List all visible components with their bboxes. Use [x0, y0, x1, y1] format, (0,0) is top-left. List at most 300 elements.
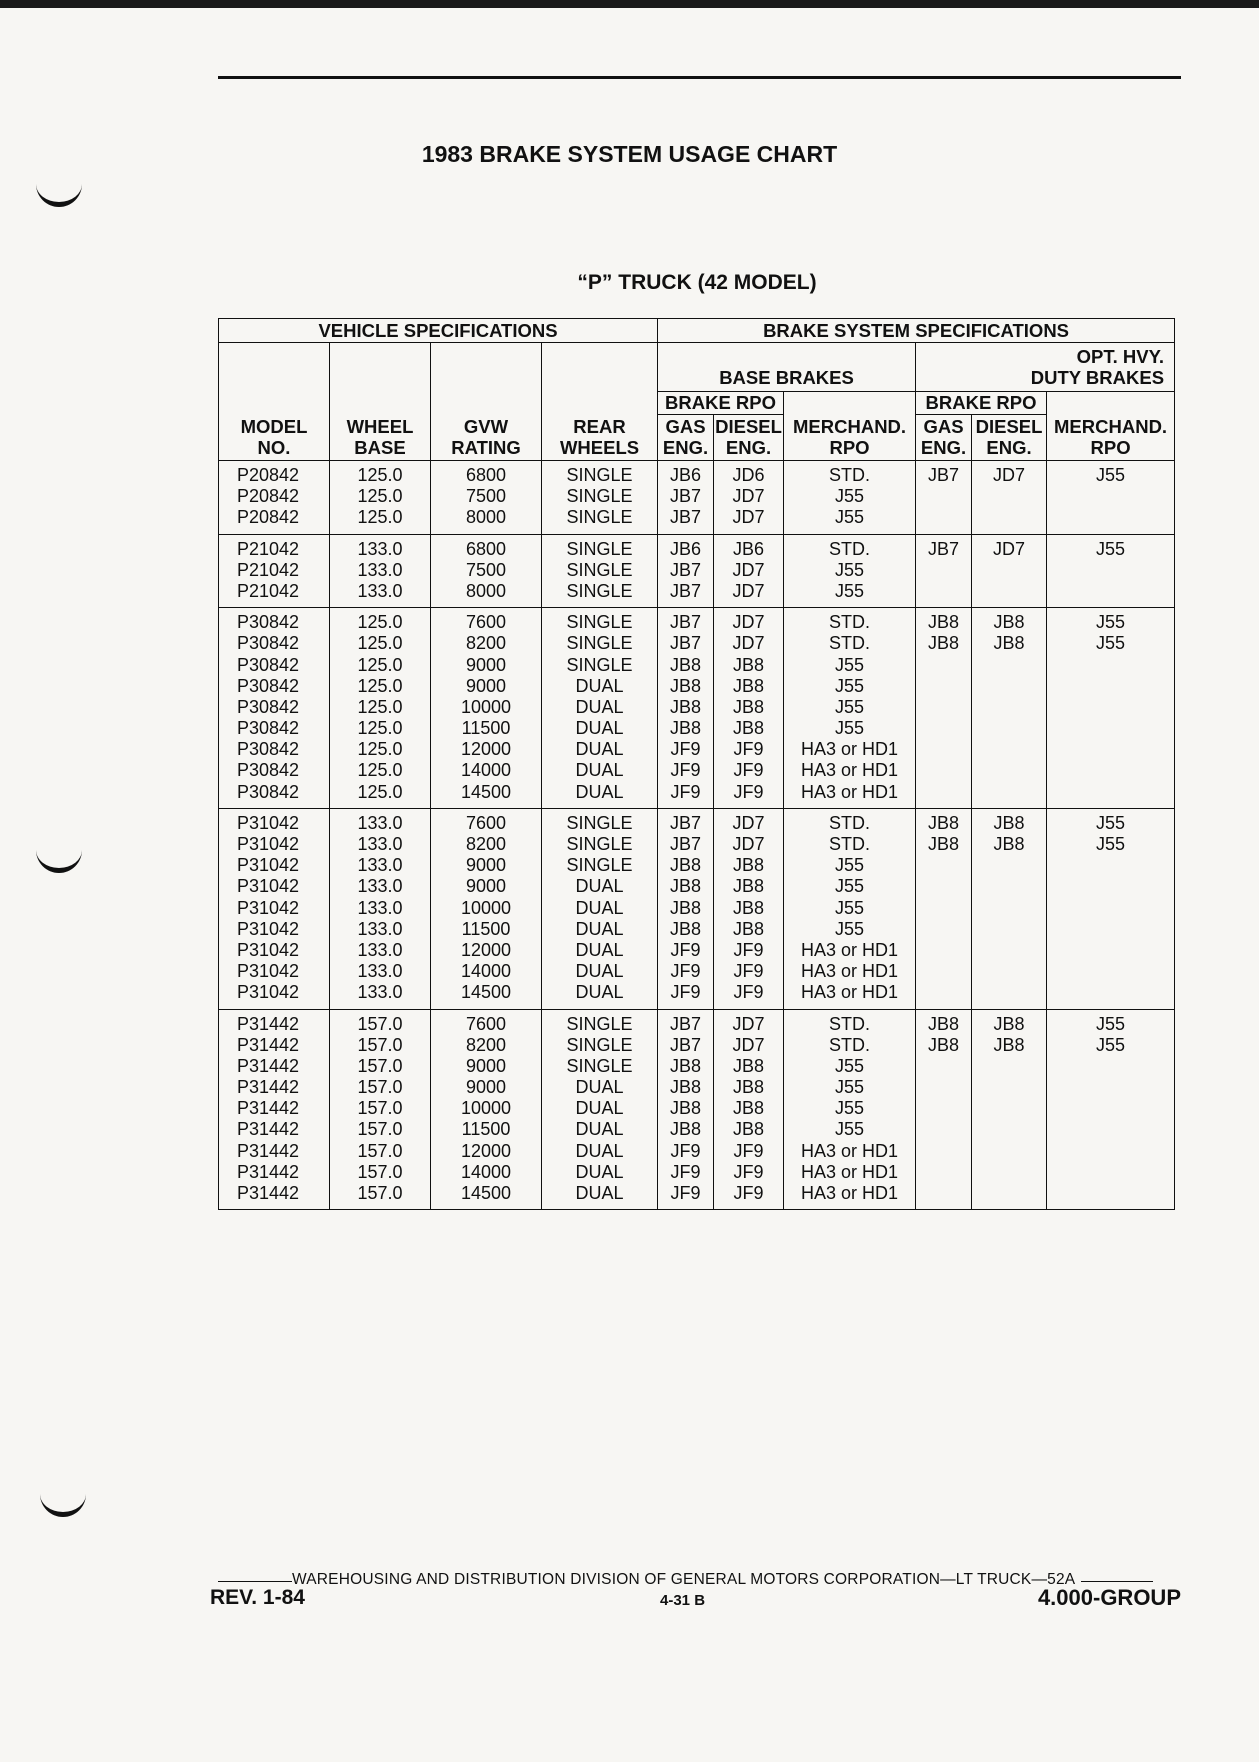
cell-value: 125.0	[357, 654, 403, 675]
cell-value: 14000	[460, 961, 512, 982]
cell-value: JB7	[670, 612, 702, 633]
opt-merchand-cell	[1047, 461, 1175, 535]
cell-value: P21042	[237, 559, 300, 580]
cell-value: 133.0	[357, 538, 403, 559]
cell-value: P31442	[237, 1098, 300, 1119]
cell-value: SINGLE	[566, 812, 633, 833]
base-merchand-cell	[784, 1009, 916, 1210]
cell-value: P30842	[237, 633, 300, 654]
brake-rpo-header-row	[219, 391, 1175, 414]
cell-value: 10000	[460, 696, 512, 717]
cell-value: JB8	[670, 918, 702, 939]
cell-value: JD7	[732, 633, 765, 654]
binder-hole-mark	[36, 180, 82, 207]
cell-value: J55	[1096, 538, 1126, 559]
header-rule	[218, 76, 1181, 79]
cell-value: J55	[1096, 1013, 1126, 1034]
base-diesel-cell	[714, 608, 784, 809]
cell-value: P31442	[237, 1055, 300, 1076]
cell-value: 6800	[465, 465, 507, 485]
opt-merchand-rpo-header: MERCHAND. RPO	[1047, 414, 1175, 461]
cell-value: DUAL	[575, 739, 624, 760]
cell-value: JB8	[928, 1013, 960, 1034]
base-diesel-cell	[714, 808, 784, 1009]
cell-value: JF9	[733, 739, 764, 760]
cell-value: 9000	[465, 1055, 507, 1076]
cell-value: P31442	[237, 1013, 300, 1034]
cell-value: 133.0	[357, 559, 403, 580]
cell-value: J55	[835, 580, 865, 601]
base-diesel-cell	[714, 461, 784, 535]
cell-value: 8200	[465, 834, 507, 854]
cell-value: J55	[835, 1077, 865, 1098]
cell-value: HA3 or HD1	[801, 961, 899, 982]
base-merchand-rpo-header: MERCHAND. RPO	[784, 414, 916, 461]
base-diesel-cell	[714, 534, 784, 608]
cell-value: STD.	[829, 812, 871, 833]
gvw-rating-cell	[431, 808, 542, 1009]
base-merchand-cell	[784, 608, 916, 809]
cell-value: 157.0	[357, 1119, 403, 1140]
cell-value: 9000	[465, 654, 507, 675]
cell-value: P30842	[237, 654, 300, 675]
cell-value: DUAL	[575, 897, 624, 918]
opt-gas-cell	[916, 1009, 972, 1210]
model-group-row	[219, 608, 1175, 809]
blank-header-cell	[542, 391, 658, 414]
wheel-base-cell	[330, 608, 431, 809]
cell-value: 9000	[465, 876, 507, 897]
base-merchand-cell	[784, 808, 916, 1009]
cell-value: J55	[835, 654, 865, 675]
cell-value: SINGLE	[566, 465, 633, 485]
cell-value: JB8	[928, 812, 960, 833]
cell-value: JB8	[993, 834, 1025, 854]
cell-value: JB8	[670, 1077, 702, 1098]
cell-value: 125.0	[357, 718, 403, 739]
blank-header-cell	[1047, 391, 1175, 414]
cell-value: SINGLE	[566, 1055, 633, 1076]
cell-value: 125.0	[357, 675, 403, 696]
cell-value: 14500	[460, 982, 512, 1003]
cell-value: JB8	[928, 633, 960, 654]
base-diesel-cell	[714, 1009, 784, 1210]
opt-heavy-label: OPT. HVY.	[1076, 345, 1165, 367]
cell-value: 8200	[465, 1034, 507, 1055]
cell-value: JD7	[732, 507, 765, 528]
cell-value: 157.0	[357, 1077, 403, 1098]
rear-wheels-header: REAR WHEELS	[542, 414, 658, 461]
opt-diesel-cell	[972, 608, 1047, 809]
cell-value: SINGLE	[566, 1013, 633, 1034]
cell-value: STD.	[829, 834, 871, 854]
opt-merchand-cell	[1047, 808, 1175, 1009]
cell-value: DUAL	[575, 876, 624, 897]
cell-value: JB8	[670, 897, 702, 918]
footer-division-text: WAREHOUSING AND DISTRIBUTION DIVISION OF GENERAL MOTORS CORPORATION—LT TRUCK—52A	[292, 1571, 1076, 1588]
cell-value: J55	[835, 897, 865, 918]
brake-usage-table	[218, 318, 1175, 1210]
base-brake-rpo-header: BRAKE RPO	[658, 391, 784, 414]
opt-heavy-duty-header	[916, 343, 1175, 392]
cell-value: 157.0	[357, 1140, 403, 1161]
cell-value: 125.0	[357, 739, 403, 760]
blank-header-cell	[431, 391, 542, 414]
cell-value: JB8	[993, 633, 1025, 654]
model-no-header: MODEL NO.	[219, 414, 330, 461]
blank-header-cell	[330, 343, 431, 392]
cell-value: JB7	[670, 834, 702, 854]
revision-label: REV. 1-84	[210, 1586, 305, 1609]
cell-value: JD7	[732, 834, 765, 854]
cell-value: JF9	[670, 1140, 701, 1161]
cell-value: 9000	[465, 675, 507, 696]
cell-value: 8000	[465, 507, 507, 528]
cell-value: STD.	[829, 1013, 871, 1034]
cell-value: J55	[835, 1098, 865, 1119]
wheel-base-cell	[330, 808, 431, 1009]
cell-value: SINGLE	[566, 633, 633, 654]
cell-value: DUAL	[575, 696, 624, 717]
table-body	[219, 461, 1175, 1210]
gvw-rating-cell	[431, 461, 542, 535]
cell-value: JB7	[670, 507, 702, 528]
page-title: 1983 BRAKE SYSTEM USAGE CHART	[421, 141, 838, 167]
group-header-row	[219, 319, 1175, 343]
cell-value: SINGLE	[566, 834, 633, 854]
cell-value: 14500	[460, 1183, 512, 1203]
cell-value: P31442	[237, 1140, 300, 1161]
base-merchand-cell	[784, 461, 916, 535]
cell-value: STD.	[829, 538, 871, 559]
cell-value: STD.	[829, 612, 871, 633]
cell-value: JB7	[670, 580, 702, 601]
blank-header-cell	[784, 391, 916, 414]
base-gas-cell	[658, 808, 714, 1009]
cell-value: J55	[835, 918, 865, 939]
brake-system-specifications-header: BRAKE SYSTEM SPECIFICATIONS	[658, 319, 1175, 343]
cell-value: 157.0	[357, 1013, 403, 1034]
cell-value: J55	[835, 486, 865, 507]
cell-value: JB8	[670, 718, 702, 739]
cell-value: JB8	[733, 855, 765, 876]
cell-value: 157.0	[357, 1183, 403, 1203]
cell-value: P31042	[237, 855, 300, 876]
cell-value: DUAL	[575, 718, 624, 739]
cell-value: JB8	[928, 834, 960, 854]
cell-value: SINGLE	[566, 507, 633, 528]
cell-value: JB8	[670, 654, 702, 675]
gvw-rating-cell	[431, 1009, 542, 1210]
blank-header-cell	[542, 343, 658, 392]
cell-value: HA3 or HD1	[801, 1140, 899, 1161]
cell-value: P31042	[237, 961, 300, 982]
blank-header-cell	[431, 343, 542, 392]
cell-value: JB8	[733, 918, 765, 939]
cell-value: P30842	[237, 739, 300, 760]
cell-value: 6800	[465, 538, 507, 559]
model-group-row	[219, 1009, 1175, 1210]
cell-value: 157.0	[357, 1055, 403, 1076]
group-label: 4.000-GROUP	[1037, 1585, 1181, 1610]
model-no-cell	[219, 808, 330, 1009]
cell-value: JB8	[733, 1119, 765, 1140]
rear-wheels-cell	[542, 608, 658, 809]
cell-value: JF9	[733, 1140, 764, 1161]
cell-value: STD.	[829, 1034, 871, 1055]
cell-value: HA3 or HD1	[801, 939, 899, 960]
cell-value: P20842	[237, 507, 300, 528]
cell-value: J55	[835, 675, 865, 696]
cell-value: 133.0	[357, 834, 403, 854]
base-merchand-cell	[784, 534, 916, 608]
cell-value: JB7	[928, 538, 960, 559]
rear-wheels-cell	[542, 534, 658, 608]
opt-diesel-eng-header: DIESEL ENG.	[972, 414, 1047, 461]
cell-value: JB7	[670, 1013, 702, 1034]
cell-value: JF9	[733, 1183, 764, 1203]
footer-rule	[218, 1581, 292, 1582]
cell-value: DUAL	[575, 760, 624, 781]
cell-value: J55	[835, 876, 865, 897]
cell-value: P31442	[237, 1161, 300, 1182]
opt-merchand-cell	[1047, 534, 1175, 608]
cell-value: DUAL	[575, 1077, 624, 1098]
cell-value: JB8	[733, 1098, 765, 1119]
cell-value: J55	[1096, 834, 1126, 854]
cell-value: JF9	[670, 982, 701, 1003]
cell-value: 8200	[465, 633, 507, 654]
cell-value: P31042	[237, 834, 300, 854]
cell-value: 133.0	[357, 855, 403, 876]
base-gas-cell	[658, 608, 714, 809]
cell-value: 133.0	[357, 982, 403, 1003]
model-no-cell	[219, 461, 330, 535]
cell-value: P30842	[237, 781, 300, 802]
cell-value: P30842	[237, 696, 300, 717]
cell-value: 125.0	[357, 696, 403, 717]
model-group-row	[219, 808, 1175, 1009]
base-gas-cell	[658, 1009, 714, 1210]
cell-value: J55	[835, 559, 865, 580]
subgroup-header-row	[219, 343, 1175, 392]
gvw-rating-cell	[431, 608, 542, 809]
model-no-cell	[219, 608, 330, 809]
cell-value: STD.	[829, 633, 871, 654]
cell-value: SINGLE	[566, 486, 633, 507]
cell-value: DUAL	[575, 675, 624, 696]
cell-value: 125.0	[357, 760, 403, 781]
cell-value: JD7	[732, 559, 765, 580]
cell-value: JF9	[670, 739, 701, 760]
rear-wheels-cell	[542, 1009, 658, 1210]
cell-value: P30842	[237, 760, 300, 781]
cell-value: J55	[835, 507, 865, 528]
cell-value: JF9	[733, 982, 764, 1003]
base-gas-eng-header: GAS ENG.	[658, 414, 714, 461]
vehicle-specifications-header: VEHICLE SPECIFICATIONS	[219, 319, 658, 343]
cell-value: JB8	[993, 812, 1025, 833]
page-top-edge	[0, 0, 1259, 8]
cell-value: DUAL	[575, 1161, 624, 1182]
opt-diesel-cell	[972, 461, 1047, 535]
blank-header-cell	[330, 391, 431, 414]
cell-value: SINGLE	[566, 538, 633, 559]
cell-value: JD6	[732, 465, 765, 485]
cell-value: 157.0	[357, 1161, 403, 1182]
cell-value: JB6	[670, 465, 702, 485]
cell-value: 12000	[460, 939, 512, 960]
base-gas-cell	[658, 461, 714, 535]
opt-gas-eng-header: GAS ENG.	[916, 414, 972, 461]
cell-value: JB8	[670, 1055, 702, 1076]
model-group-row	[219, 534, 1175, 608]
opt-merchand-cell	[1047, 608, 1175, 809]
cell-value: DUAL	[575, 1183, 624, 1203]
cell-value: 133.0	[357, 580, 403, 601]
opt-gas-cell	[916, 534, 972, 608]
binder-hole-mark	[40, 1490, 86, 1517]
cell-value: JF9	[670, 781, 701, 802]
cell-value: P30842	[237, 675, 300, 696]
cell-value: JB8	[733, 1055, 765, 1076]
rear-wheels-cell	[542, 461, 658, 535]
cell-value: 125.0	[357, 781, 403, 802]
binder-hole-mark	[36, 846, 82, 873]
cell-value: J55	[1096, 1034, 1126, 1055]
cell-value: 133.0	[357, 918, 403, 939]
cell-value: SINGLE	[566, 612, 633, 633]
opt-gas-cell	[916, 461, 972, 535]
cell-value: P31042	[237, 918, 300, 939]
cell-value: DUAL	[575, 939, 624, 960]
cell-value: 10000	[460, 1098, 512, 1119]
cell-value: JB6	[670, 538, 702, 559]
cell-value: JB8	[733, 696, 765, 717]
blank-header-cell	[219, 391, 330, 414]
cell-value: 125.0	[357, 486, 403, 507]
cell-value: P20842	[237, 465, 300, 485]
cell-value: HA3 or HD1	[801, 760, 899, 781]
cell-value: P31042	[237, 939, 300, 960]
duty-brakes-label: DUTY BRAKES	[1030, 366, 1165, 388]
cell-value: P31442	[237, 1183, 300, 1203]
cell-value: JB8	[733, 897, 765, 918]
cell-value: J55	[835, 718, 865, 739]
cell-value: J55	[835, 1055, 865, 1076]
cell-value: 125.0	[357, 465, 403, 485]
cell-value: J55	[1096, 612, 1126, 633]
cell-value: SINGLE	[566, 580, 633, 601]
cell-value: 9000	[465, 855, 507, 876]
cell-value: 8000	[465, 580, 507, 601]
cell-value: JB8	[733, 675, 765, 696]
cell-value: 10000	[460, 897, 512, 918]
gvw-rating-cell	[431, 534, 542, 608]
chart-subtitle: “P” TRUCK (42 MODEL)	[577, 271, 817, 294]
cell-value: JB7	[670, 559, 702, 580]
cell-value: P31042	[237, 812, 300, 833]
cell-value: J55	[835, 1119, 865, 1140]
cell-value: JF9	[670, 760, 701, 781]
cell-value: JD7	[993, 538, 1026, 559]
cell-value: JB6	[733, 538, 765, 559]
cell-value: 12000	[460, 739, 512, 760]
rear-wheels-cell	[542, 808, 658, 1009]
cell-value: JB8	[733, 654, 765, 675]
cell-value: JF9	[733, 1161, 764, 1182]
cell-value: JF9	[670, 1161, 701, 1182]
cell-value: P31442	[237, 1077, 300, 1098]
cell-value: JB8	[670, 855, 702, 876]
cell-value: J55	[835, 696, 865, 717]
cell-value: SINGLE	[566, 559, 633, 580]
cell-value: J55	[1096, 465, 1126, 485]
cell-value: JD7	[732, 580, 765, 601]
cell-value: 133.0	[357, 961, 403, 982]
cell-value: JB8	[733, 718, 765, 739]
column-header-row	[219, 414, 1175, 461]
wheel-base-cell	[330, 1009, 431, 1210]
cell-value: JB8	[733, 1077, 765, 1098]
cell-value: DUAL	[575, 961, 624, 982]
gvw-rating-header: GVW RATING	[431, 414, 542, 461]
cell-value: JD7	[732, 1034, 765, 1055]
cell-value: J55	[835, 855, 865, 876]
cell-value: 133.0	[357, 812, 403, 833]
cell-value: 7500	[465, 486, 507, 507]
base-diesel-eng-header: DIESEL ENG.	[714, 414, 784, 461]
cell-value: JF9	[733, 781, 764, 802]
cell-value: JB8	[670, 1119, 702, 1140]
cell-value: JF9	[733, 760, 764, 781]
cell-value: JB8	[993, 612, 1025, 633]
base-brakes-header: BASE BRAKES	[658, 343, 916, 392]
cell-value: JB8	[928, 612, 960, 633]
cell-value: 11500	[461, 1119, 511, 1140]
cell-value: JD7	[732, 612, 765, 633]
cell-value: 9000	[465, 1077, 507, 1098]
cell-value: STD.	[829, 465, 871, 485]
cell-value: P21042	[237, 538, 300, 559]
cell-value: P31042	[237, 897, 300, 918]
cell-value: JB8	[670, 675, 702, 696]
cell-value: DUAL	[575, 781, 624, 802]
footer-rule	[1081, 1581, 1153, 1582]
page-number: 4-31 B	[660, 1592, 706, 1609]
cell-value: P31042	[237, 876, 300, 897]
opt-gas-cell	[916, 608, 972, 809]
wheel-base-cell	[330, 534, 431, 608]
cell-value: P31442	[237, 1119, 300, 1140]
cell-value: 125.0	[357, 612, 403, 633]
cell-value: DUAL	[575, 1098, 624, 1119]
cell-value: JD7	[732, 812, 765, 833]
cell-value: 125.0	[357, 507, 403, 528]
opt-diesel-cell	[972, 808, 1047, 1009]
cell-value: JB8	[993, 1034, 1025, 1055]
cell-value: JB8	[928, 1034, 960, 1055]
cell-value: JD7	[732, 1013, 765, 1034]
cell-value: 7600	[465, 612, 507, 633]
cell-value: 125.0	[357, 633, 403, 654]
blank-header-cell	[219, 343, 330, 392]
model-group-row	[219, 461, 1175, 535]
cell-value: JB7	[670, 812, 702, 833]
cell-value: 14500	[460, 781, 512, 802]
cell-value: 133.0	[357, 939, 403, 960]
wheel-base-header: WHEEL BASE	[330, 414, 431, 461]
